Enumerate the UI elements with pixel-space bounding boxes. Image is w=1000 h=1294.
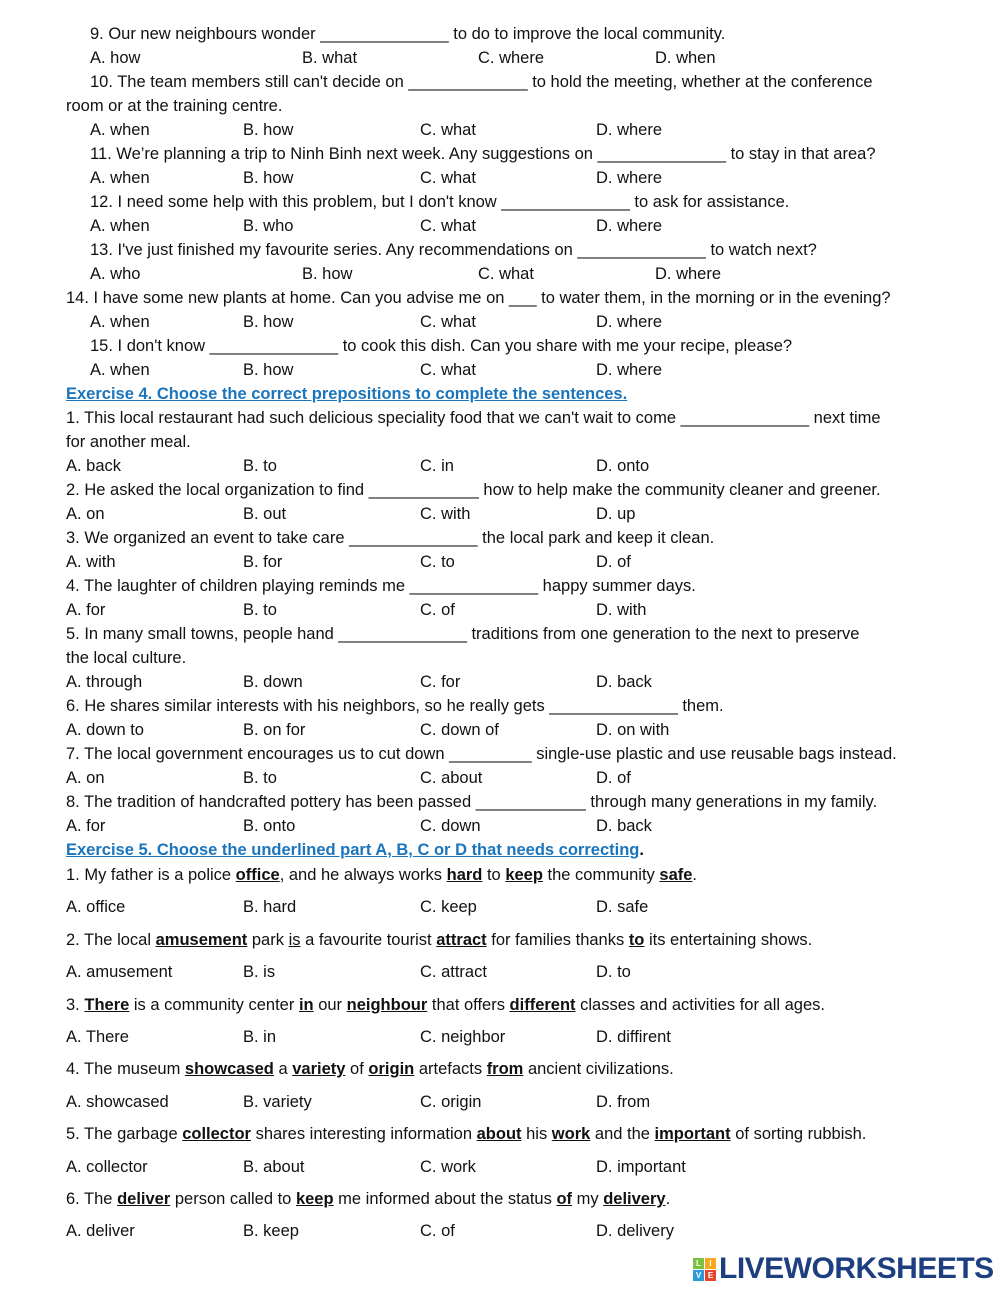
text-segment: . <box>665 1190 671 1208</box>
underlined-part: office <box>235 866 280 884</box>
option-d: D. of <box>596 769 631 787</box>
underlined-part: safe <box>659 866 693 884</box>
option-b: B. on for <box>243 721 306 739</box>
option-b: B. how <box>243 169 294 187</box>
option-c: C. keep <box>420 898 477 917</box>
option-a: A. when <box>90 121 150 139</box>
text-segment: , and he always works <box>279 866 447 884</box>
text-segment: 5. The garbage <box>66 1125 183 1144</box>
option-d: D. delivery <box>596 1222 674 1241</box>
option-a: A. when <box>90 361 150 379</box>
question-text: the local culture. <box>66 649 187 667</box>
text-segment: and the <box>590 1125 655 1144</box>
text-segment: 3. <box>66 995 85 1014</box>
underlined-part: amusement <box>155 930 248 949</box>
text-segment: 2. The local <box>66 930 156 949</box>
option-a: A. on <box>66 505 105 523</box>
underlined-part: from <box>486 1060 524 1079</box>
underlined-part: keep <box>295 1190 334 1208</box>
option-d: D. safe <box>596 898 649 917</box>
question-text: 12. I need some help with this problem, but I don't know ______________ to ask for assistance. <box>90 193 790 211</box>
question-text: 11. We’re planning a trip to Ninh Binh next week. Any suggestions on ______________ to stay in that area? <box>90 145 876 163</box>
text-segment: our <box>313 995 347 1014</box>
text-segment: a favourite tourist <box>300 930 437 949</box>
option-b: B. how <box>243 361 294 379</box>
option-d: D. back <box>596 817 652 835</box>
text-segment: the community <box>542 866 660 884</box>
option-a: A. deliver <box>66 1222 135 1241</box>
option-b: B. hard <box>243 898 297 917</box>
question-text: 4. The laughter of children playing reminds me ______________ happy summer days. <box>66 577 696 595</box>
underlined-part: deliver <box>117 1190 171 1208</box>
option-a: A. for <box>66 601 106 619</box>
option-b: B. down <box>243 673 303 691</box>
option-b: B. how <box>302 265 353 283</box>
option-d: D. onto <box>596 457 650 475</box>
option-b: B. keep <box>243 1222 299 1241</box>
text-segment: for families thanks <box>486 930 629 949</box>
option-c: C. in <box>420 457 454 475</box>
question-text: 2. He asked the local organization to find ____________ how to help make the community cleaner and greener. <box>66 481 881 499</box>
question-text: 7. The local government encourages us to cut down _________ single-use plastic and use reusable bags instead. <box>66 745 897 763</box>
option-d: D. where <box>596 313 663 331</box>
underlined-part: in <box>298 995 314 1014</box>
option-c: C. what <box>420 217 476 235</box>
option-b: B. about <box>243 1157 305 1176</box>
option-b: B. onto <box>243 817 296 835</box>
option-c: C. of <box>420 1222 455 1241</box>
option-c: C. what <box>420 169 476 187</box>
option-b: B. what <box>302 49 358 67</box>
option-d: D. important <box>596 1157 686 1176</box>
option-d: D. where <box>596 121 663 139</box>
text-segment: of sorting rubbish. <box>730 1125 867 1144</box>
underlined-part: is <box>288 930 301 949</box>
option-b: B. for <box>243 553 283 571</box>
option-a: A. collector <box>66 1157 148 1176</box>
option-b: B. to <box>243 769 277 787</box>
question-text: 13. I've just finished my favourite series. Any recommendations on ______________ to watch next? <box>90 241 817 259</box>
question-text: room or at the training centre. <box>66 97 283 115</box>
option-d: D. diffirent <box>596 1028 671 1046</box>
text-segment: ancient civilizations. <box>523 1060 674 1079</box>
exercise-5-heading <box>66 840 644 860</box>
text-segment: 4. The museum <box>66 1060 185 1079</box>
option-b: B. is <box>243 963 276 982</box>
text-segment: my <box>572 1190 604 1208</box>
option-c: C. what <box>420 313 476 331</box>
option-d: D. where <box>596 169 663 187</box>
text-segment: his <box>521 1125 552 1144</box>
option-c: C. with <box>420 505 471 523</box>
option-d: D. up <box>596 505 636 523</box>
option-b: B. to <box>243 457 277 475</box>
option-d: D. to <box>596 963 631 982</box>
question-text <box>66 995 825 1015</box>
option-c: C. neighbor <box>420 1028 506 1046</box>
option-a: A. with <box>66 553 116 571</box>
underlined-part: to <box>628 930 645 949</box>
option-c: C. what <box>478 265 534 283</box>
underlined-part: showcased <box>184 1060 274 1079</box>
option-b: B. how <box>243 121 294 139</box>
option-c: C. down of <box>420 721 499 739</box>
text-segment: artefacts <box>414 1060 487 1079</box>
underlined-part: important <box>654 1125 731 1144</box>
text-segment: is a community center <box>129 995 299 1014</box>
option-a: A. on <box>66 769 105 787</box>
underlined-part: origin <box>368 1060 415 1079</box>
question-text: 8. The tradition of handcrafted pottery has been passed ____________ through many generations in my family. <box>66 793 878 811</box>
logo-block: L <box>693 1258 704 1269</box>
logo-text: LIVEWORKSHEETS <box>719 1252 994 1285</box>
text-segment: that offers <box>427 995 510 1014</box>
option-d: D. on with <box>596 721 670 739</box>
question-text: 3. We organized an event to take care ______________ the local park and keep it clean. <box>66 529 715 547</box>
option-c: C. to <box>420 553 455 571</box>
option-d: D. where <box>596 361 663 379</box>
option-b: B. how <box>243 313 294 331</box>
underlined-part: neighbour <box>346 995 428 1014</box>
option-d: D. when <box>655 49 716 67</box>
underlined-part: different <box>509 995 576 1014</box>
text-segment: classes and activities for all ages. <box>575 995 825 1014</box>
underlined-part: variety <box>292 1060 346 1079</box>
option-c: C. of <box>420 601 455 619</box>
option-d: D. where <box>655 265 722 283</box>
option-c: C. for <box>420 673 461 691</box>
underlined-part: about <box>476 1125 522 1144</box>
option-a: A. when <box>90 313 150 331</box>
logo-blocks-icon <box>693 1258 716 1281</box>
question-text: 14. I have some new plants at home. Can you advise me on ___ to water them, in the morning or in the evening? <box>66 289 891 307</box>
heading-period: . <box>639 841 644 859</box>
option-c: C. attract <box>420 963 487 982</box>
option-c: C. where <box>478 49 545 67</box>
exercise-5-heading-text: Exercise 5. Choose the underlined part A, B, C or D that needs correcting <box>66 841 640 859</box>
underlined-part: hard <box>446 866 483 884</box>
question-text <box>66 1189 670 1209</box>
option-a: A. when <box>90 217 150 235</box>
question-text: 6. He shares similar interests with his neighbors, so he really gets ______________ them. <box>66 697 724 715</box>
question-text <box>66 930 812 950</box>
question-text <box>66 1124 866 1144</box>
text-segment: me informed about the status <box>333 1190 557 1208</box>
option-a: A. amusement <box>66 963 173 982</box>
option-c: C. work <box>420 1157 476 1176</box>
question-text: 5. In many small towns, people hand ______________ traditions from one generation to the next to preserve <box>66 625 860 643</box>
question-text: 1. This local restaurant had such delicious speciality food that we can't wait to come ______________ next time <box>66 409 881 427</box>
option-a: A. down to <box>66 721 144 739</box>
text-segment: of <box>345 1060 369 1079</box>
question-text: 10. The team members still can't decide on _____________ to hold the meeting, whether at the conference <box>90 73 873 91</box>
logo-block: E <box>705 1270 716 1281</box>
option-c: C. what <box>420 121 476 139</box>
option-c: C. origin <box>420 1092 482 1111</box>
exercise-4-heading: Exercise 4. Choose the correct prepositions to complete the sentences. <box>66 385 628 403</box>
underlined-part: collector <box>182 1125 251 1144</box>
question-text <box>66 865 697 885</box>
option-a: A. back <box>66 457 122 475</box>
underlined-part: There <box>84 995 130 1014</box>
text-segment: to <box>482 866 506 884</box>
question-text: 9. Our new neighbours wonder ______________ to do to improve the local community. <box>90 25 726 43</box>
option-a: A. There <box>66 1028 129 1046</box>
question-text: for another meal. <box>66 433 191 451</box>
option-a: A. through <box>66 673 143 691</box>
option-c: C. down <box>420 817 481 835</box>
option-d: D. of <box>596 553 631 571</box>
option-a: A. showcased <box>66 1092 169 1111</box>
underlined-part: delivery <box>603 1190 666 1208</box>
text-segment: 6. The <box>66 1190 118 1208</box>
question-text: 15. I don't know ______________ to cook this dish. Can you share with me your recipe, please? <box>90 337 793 355</box>
text-segment: . <box>692 866 698 884</box>
option-a: A. office <box>66 898 126 917</box>
option-b: B. who <box>243 217 294 235</box>
option-a: A. how <box>90 49 141 67</box>
text-segment: park <box>247 930 289 949</box>
liveworksheets-logo <box>693 1254 994 1284</box>
option-a: A. when <box>90 169 150 187</box>
underlined-part: attract <box>436 930 487 949</box>
option-d: D. where <box>596 217 663 235</box>
option-a: A. for <box>66 817 106 835</box>
text-segment: a <box>273 1060 293 1079</box>
option-b: B. in <box>243 1028 277 1046</box>
option-b: B. to <box>243 601 277 619</box>
logo-block: V <box>693 1270 704 1281</box>
logo-block: I <box>705 1258 716 1269</box>
option-d: D. back <box>596 673 652 691</box>
option-b: B. out <box>243 505 287 523</box>
underlined-part: of <box>556 1190 573 1208</box>
option-b: B. variety <box>243 1092 312 1111</box>
question-text <box>66 1059 674 1079</box>
text-segment: 1. My father is a police <box>66 866 236 884</box>
option-d: D. with <box>596 601 647 619</box>
option-d: D. from <box>596 1092 651 1111</box>
underlined-part: keep <box>505 866 543 884</box>
option-a: A. who <box>90 265 141 283</box>
option-c: C. what <box>420 361 476 379</box>
option-c: C. about <box>420 769 483 787</box>
text-segment: shares interesting information <box>250 1125 477 1144</box>
underlined-part: work <box>551 1125 591 1144</box>
text-segment: its entertaining shows. <box>644 930 813 949</box>
text-segment: person called to <box>170 1190 296 1208</box>
